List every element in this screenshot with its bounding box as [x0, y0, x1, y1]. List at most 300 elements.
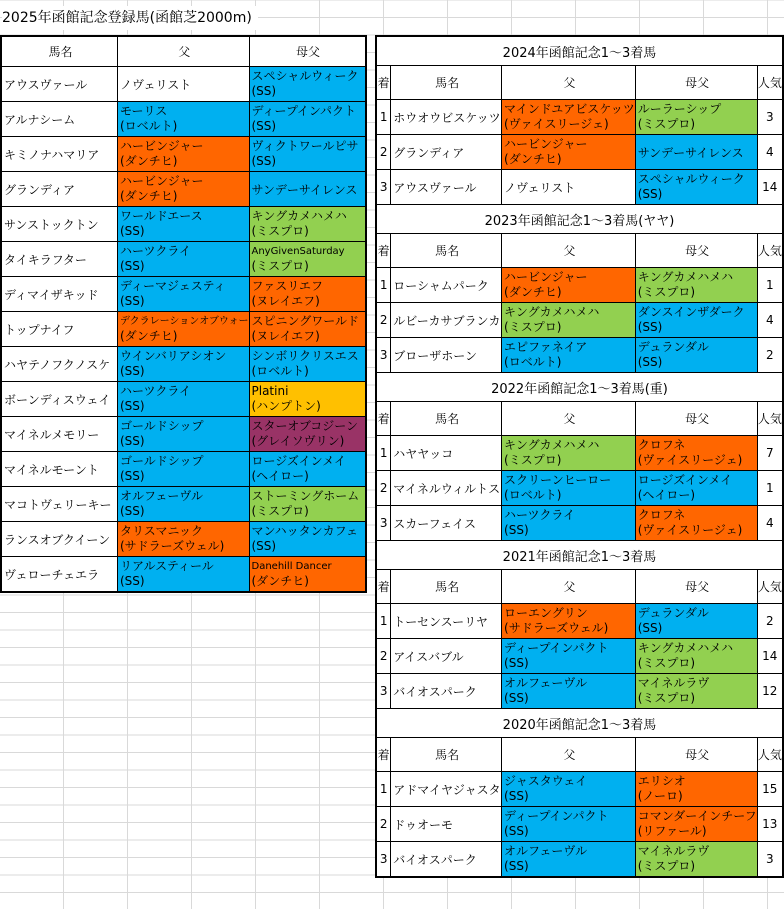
dam-sire-cell[interactable]	[249, 242, 366, 277]
dam-sire-cell[interactable]	[635, 100, 757, 135]
sire-cell[interactable]	[502, 436, 636, 471]
sire-cell-line: (ロベルト)	[504, 488, 562, 502]
sire-cell-line: ゴールドシップ	[120, 419, 204, 433]
horse-name-cell[interactable]: バイオスパーク	[391, 842, 502, 878]
results-header-rank[interactable]: 着	[376, 234, 391, 268]
popularity-cell[interactable]: 3	[757, 100, 783, 135]
sire-cell-line: ディーマジェスティ	[120, 279, 226, 293]
sire-cell[interactable]	[502, 135, 636, 170]
horse-name-cell[interactable]: ボーンディスウェイ	[1, 382, 118, 417]
horse-name-cell[interactable]: ヴェローチェエラ	[1, 557, 118, 593]
sire-cell-line: マインドユアビスケッツ	[504, 102, 635, 116]
sire-cell-line: ハービンジャー	[120, 174, 204, 188]
dam-sire-cell[interactable]	[635, 471, 757, 506]
section-title-row	[376, 709, 783, 738]
popularity-cell[interactable]: 14	[757, 170, 783, 205]
dam-sire-cell[interactable]	[249, 487, 366, 522]
dam-sire-cell-line: (ダンチヒ)	[251, 574, 309, 588]
dam-sire-cell[interactable]	[635, 436, 757, 471]
dam-sire-cell-line: ルーラーシップ	[637, 102, 722, 116]
horse-name-cell[interactable]: ホウオウビスケッツ	[391, 100, 502, 135]
sire-cell-line: (SS)	[504, 824, 529, 838]
rank-cell[interactable]: 3	[376, 170, 391, 205]
dam-sire-cell[interactable]	[249, 452, 366, 487]
sire-cell-line: ディープインパクト	[504, 809, 609, 823]
results-header-row	[376, 570, 783, 604]
sire-cell-line: (ダンチヒ)	[120, 189, 178, 203]
sire-cell-line: (SS)	[504, 656, 529, 670]
dam-sire-cell[interactable]	[249, 312, 366, 347]
results-header-dam-sire[interactable]: 母父	[635, 402, 757, 436]
rank-cell[interactable]: 2	[376, 639, 391, 674]
sire-cell[interactable]	[118, 172, 250, 207]
dam-sire-cell-line: (ハンプトン)	[251, 399, 321, 413]
sire-cell-line: (SS)	[120, 224, 145, 238]
results-header-sire[interactable]: 父	[502, 570, 636, 604]
dam-sire-cell-line: AnyGivenSaturday	[251, 246, 345, 257]
entry-row	[1, 557, 366, 593]
dam-sire-cell[interactable]	[635, 772, 757, 807]
results-header-sire[interactable]: 父	[502, 402, 636, 436]
dam-sire-cell-line: (ヘイロー)	[637, 488, 696, 502]
sire-cell-line: ウインバリアシオン	[120, 349, 227, 363]
dam-sire-cell-line: (ミスプロ)	[637, 117, 696, 131]
sire-cell-line: (ダンチヒ)	[504, 285, 562, 299]
results-header-pop[interactable]: 人気	[757, 402, 783, 436]
dam-sire-cell[interactable]	[635, 842, 757, 878]
sire-cell[interactable]	[502, 100, 636, 135]
horse-name-cell[interactable]: スカーフェイス	[391, 506, 502, 541]
horse-name-cell[interactable]: ハヤヤッコ	[391, 436, 502, 471]
sire-cell-line: キングカメハメハ	[504, 305, 600, 319]
dam-sire-cell-line: デュランダル	[637, 606, 709, 620]
dam-sire-cell-line: (ミスプロ)	[637, 691, 696, 705]
popularity-cell[interactable]: 4	[757, 135, 783, 170]
sire-cell-line: モーリス	[120, 104, 168, 118]
result-row	[376, 471, 783, 506]
dam-sire-cell-line: (ロベルト)	[251, 364, 309, 378]
dam-sire-cell-line: Danehill Dancer	[251, 561, 332, 572]
dam-sire-cell-line: クロフネ	[637, 508, 686, 522]
sire-cell-line: タリスマニック	[120, 524, 204, 538]
dam-sire-cell-line: ヴィクトワールピサ	[251, 139, 359, 153]
sire-cell-line: (SS)	[120, 574, 145, 588]
sire-cell[interactable]	[118, 102, 250, 137]
sire-cell-line: (SS)	[504, 523, 529, 537]
rank-cell[interactable]: 3	[376, 842, 391, 878]
section-title[interactable]: 2020年函館記念1～3着馬	[376, 709, 783, 738]
horse-name-cell[interactable]: アドマイヤジャスタ	[391, 772, 502, 807]
section-title[interactable]: 2022年函館記念1～3着馬(重)	[376, 373, 783, 402]
sire-cell[interactable]	[502, 170, 636, 205]
rank-cell[interactable]: 1	[376, 772, 391, 807]
dam-sire-cell-line: サンデーサイレンス	[251, 182, 358, 197]
result-row	[376, 842, 783, 878]
dam-sire-cell[interactable]	[249, 347, 366, 382]
sire-cell-line: (SS)	[504, 691, 529, 705]
dam-sire-cell-line: ロージズインメイ	[251, 454, 347, 468]
dam-sire-cell-line: (グレイソヴリン)	[251, 434, 345, 448]
results-header-name[interactable]: 馬名	[391, 738, 502, 772]
sire-cell-line: ハービンジャー	[504, 137, 588, 151]
dam-sire-cell[interactable]	[635, 506, 757, 541]
sire-cell-line: (ダンチヒ)	[120, 154, 178, 168]
sire-cell[interactable]	[502, 604, 636, 639]
results-header-pop[interactable]: 人気	[757, 570, 783, 604]
sire-cell-line: (サドラーズウェル)	[504, 621, 609, 635]
sire-cell-line: (SS)	[504, 859, 529, 873]
dam-sire-cell-line: ファスリエフ	[251, 279, 324, 293]
horse-name-cell[interactable]: マイネルウィルトス	[391, 471, 502, 506]
popularity-cell[interactable]: 2	[757, 338, 783, 373]
rank-cell[interactable]: 1	[376, 604, 391, 639]
results-header-sire[interactable]: 父	[502, 234, 636, 268]
rank-cell[interactable]: 2	[376, 471, 391, 506]
section-title-row	[376, 205, 783, 234]
popularity-cell[interactable]: 4	[757, 303, 783, 338]
sire-cell[interactable]	[502, 338, 636, 373]
dam-sire-cell[interactable]	[635, 639, 757, 674]
result-row	[376, 338, 783, 373]
result-row	[376, 674, 783, 709]
dam-sire-cell[interactable]	[249, 382, 366, 417]
results-header-row	[376, 66, 783, 100]
entry-row	[1, 277, 366, 312]
dam-sire-cell-line: ストーミングホーム	[251, 489, 360, 503]
dam-sire-cell-line: スピニングワールド	[251, 314, 360, 328]
sire-cell-line: オルフェーヴル	[504, 844, 588, 858]
popularity-cell[interactable]: 12	[757, 674, 783, 709]
results-header-rank[interactable]: 着	[376, 66, 391, 100]
dam-sire-cell[interactable]	[635, 268, 757, 303]
result-row	[376, 100, 783, 135]
sire-cell[interactable]	[118, 557, 250, 593]
sire-cell-line: ゴールドシップ	[120, 454, 204, 468]
popularity-cell[interactable]: 15	[757, 772, 783, 807]
sire-cell-line: (SS)	[504, 789, 529, 803]
sire-cell-line: ジャスタウェイ	[504, 774, 588, 788]
entries-header-row	[1, 36, 366, 67]
horse-name-cell[interactable]: アウスヴァール	[1, 67, 118, 102]
horse-name-cell[interactable]: グランディア	[391, 135, 502, 170]
entries-table	[0, 35, 367, 593]
sire-cell-line: (SS)	[120, 504, 145, 518]
dam-sire-cell-line: (ヴァイスリージェ)	[637, 453, 743, 467]
results-header-sire[interactable]: 父	[502, 738, 636, 772]
dam-sire-cell-line: (SS)	[251, 119, 277, 133]
sire-cell-line: (ミスプロ)	[504, 320, 562, 334]
sire-cell[interactable]	[118, 487, 250, 522]
results-header-name[interactable]: 馬名	[391, 66, 502, 100]
dam-sire-cell-line: キングカメハメハ	[637, 270, 734, 284]
dam-sire-cell-line: シンボリクリスエス	[251, 349, 359, 363]
dam-sire-cell-line: (SS)	[251, 84, 277, 98]
dam-sire-cell-line: マイネルラヴ	[637, 844, 710, 858]
section-title-row	[376, 373, 783, 402]
dam-sire-cell[interactable]	[635, 604, 757, 639]
rank-cell[interactable]: 2	[376, 807, 391, 842]
entry-row	[1, 312, 366, 347]
results-header-rank[interactable]: 着	[376, 570, 391, 604]
dam-sire-cell-line: ロージズインメイ	[637, 473, 733, 487]
results-header-pop[interactable]: 人気	[757, 738, 783, 772]
results-header-rank[interactable]: 着	[376, 402, 391, 436]
section-title-row	[376, 541, 783, 570]
horse-name-cell[interactable]: ハヤテノフクノスケ	[1, 347, 118, 382]
sire-cell[interactable]	[502, 639, 636, 674]
sire-cell-line: (ミスプロ)	[504, 453, 562, 467]
dam-sire-cell-line: (ヌレイエフ)	[251, 294, 320, 308]
sire-cell-line: (SS)	[120, 399, 145, 413]
horse-name-cell[interactable]: バイオスパーク	[391, 674, 502, 709]
section-title[interactable]: 2021年函館記念1～3着馬	[376, 541, 783, 570]
dam-sire-cell[interactable]	[249, 522, 366, 557]
rank-cell[interactable]: 3	[376, 338, 391, 373]
sire-cell[interactable]	[502, 807, 636, 842]
sire-cell[interactable]	[118, 312, 250, 347]
sire-cell-line: (SS)	[120, 364, 145, 378]
result-row	[376, 135, 783, 170]
sire-cell-line: (サドラーズウェル)	[120, 539, 225, 553]
horse-name-cell[interactable]: タイキラフター	[1, 242, 118, 277]
dam-sire-cell-line: (SS)	[251, 154, 277, 168]
sire-cell-line: (SS)	[120, 259, 145, 273]
dam-sire-cell[interactable]	[249, 67, 366, 102]
sire-cell-line: ローエングリン	[504, 606, 588, 620]
sire-cell[interactable]	[502, 674, 636, 709]
dam-sire-cell-line: スペシャルウィーク	[637, 172, 745, 186]
horse-name-cell[interactable]: ディマイザキッド	[1, 277, 118, 312]
dam-sire-cell[interactable]	[635, 303, 757, 338]
result-row	[376, 772, 783, 807]
sire-cell[interactable]	[118, 347, 250, 382]
entry-row	[1, 102, 366, 137]
dam-sire-cell-line: キングカメハメハ	[637, 641, 734, 655]
dam-sire-cell-line: スターオブコジーン	[251, 419, 359, 433]
dam-sire-cell[interactable]	[249, 417, 366, 452]
section-title[interactable]: 2024年函館記念1～3着馬	[376, 36, 783, 66]
dam-sire-cell-line: (ミスプロ)	[251, 224, 309, 238]
dam-sire-cell[interactable]	[635, 170, 757, 205]
entry-row	[1, 382, 366, 417]
horse-name-cell[interactable]: アウスヴァール	[391, 170, 502, 205]
results-header-dam-sire[interactable]: 母父	[635, 738, 757, 772]
section-title[interactable]: 2023年函館記念1～3着馬(ヤヤ)	[376, 205, 783, 234]
dam-sire-cell-line: (ミスプロ)	[251, 259, 309, 273]
sire-cell[interactable]	[118, 277, 250, 312]
dam-sire-cell-line: (SS)	[251, 539, 277, 553]
sire-cell-line: (SS)	[120, 469, 145, 483]
sire-cell-line: (ダンチヒ)	[120, 329, 178, 343]
dam-sire-cell-line: (ミスプロ)	[637, 859, 696, 873]
dam-sire-cell-line: マンハッタンカフェ	[251, 524, 359, 538]
dam-sire-cell[interactable]	[249, 102, 366, 137]
dam-sire-cell-line: (リファール)	[637, 824, 707, 838]
sire-cell-line: ハービンジャー	[120, 139, 204, 153]
results-header-rank[interactable]: 着	[376, 738, 391, 772]
results-header-name[interactable]: 馬名	[391, 234, 502, 268]
sire-cell[interactable]	[118, 452, 250, 487]
horse-name-cell[interactable]: ルビーカサブランカ	[391, 303, 502, 338]
sire-cell[interactable]	[502, 471, 636, 506]
dam-sire-cell-line: (ノーロ)	[637, 789, 683, 803]
popularity-cell[interactable]: 3	[757, 842, 783, 878]
entry-row	[1, 207, 366, 242]
dam-sire-cell-line: サンデーサイレンス	[637, 145, 744, 160]
dam-sire-cell[interactable]	[249, 207, 366, 242]
dam-sire-cell[interactable]	[249, 137, 366, 172]
horse-name-cell[interactable]: マイネルモーント	[1, 452, 118, 487]
sire-cell[interactable]	[502, 506, 636, 541]
popularity-cell[interactable]: 2	[757, 604, 783, 639]
dam-sire-cell[interactable]	[249, 277, 366, 312]
sire-cell[interactable]	[118, 242, 250, 277]
dam-sire-cell-line: ディープインパクト	[251, 104, 357, 118]
rank-cell[interactable]: 1	[376, 268, 391, 303]
entry-row	[1, 137, 366, 172]
dam-sire-cell-line: (ヘイロー)	[251, 469, 309, 483]
sire-cell[interactable]	[118, 67, 250, 102]
dam-sire-cell-line: マイネルラヴ	[637, 676, 710, 690]
sire-cell[interactable]	[502, 268, 636, 303]
horse-name-cell[interactable]: マイネルメモリー	[1, 417, 118, 452]
horse-name-cell[interactable]: ローシャムパーク	[391, 268, 502, 303]
sire-cell-line: オルフェーヴル	[120, 489, 204, 503]
sire-cell-line: (SS)	[120, 294, 145, 308]
dam-sire-cell[interactable]	[635, 338, 757, 373]
entry-row	[1, 347, 366, 382]
horse-name-cell[interactable]: アルナシーム	[1, 102, 118, 137]
horse-name-cell[interactable]: ランスオブクイーン	[1, 522, 118, 557]
rank-cell[interactable]: 1	[376, 100, 391, 135]
sire-cell-line: (ダンチヒ)	[504, 152, 562, 166]
dam-sire-cell[interactable]	[635, 807, 757, 842]
sire-cell-line: ハーツクライ	[504, 508, 576, 522]
sire-cell-line: ハーツクライ	[120, 384, 192, 398]
entry-row	[1, 417, 366, 452]
dam-sire-cell-line: (ヌレイエフ)	[251, 329, 320, 343]
rank-cell[interactable]: 2	[376, 135, 391, 170]
results-header-sire[interactable]: 父	[502, 66, 636, 100]
result-row	[376, 639, 783, 674]
horse-name-cell[interactable]: アイスバブル	[391, 639, 502, 674]
sire-cell-line: ディープインパクト	[504, 641, 609, 655]
sire-cell-line: リアルスティール	[120, 559, 214, 573]
sire-cell-line: ハービンジャー	[504, 270, 588, 284]
sire-cell[interactable]	[118, 382, 250, 417]
popularity-cell[interactable]: 13	[757, 807, 783, 842]
dam-sire-cell[interactable]	[249, 172, 366, 207]
sire-cell-line: ハーツクライ	[120, 244, 192, 258]
header-dam-sire[interactable]: 母父	[249, 36, 366, 67]
results-header-dam-sire[interactable]: 母父	[635, 66, 757, 100]
entry-row	[1, 452, 366, 487]
sire-cell[interactable]	[502, 303, 636, 338]
result-row	[376, 436, 783, 471]
dam-sire-cell-line: (ミスプロ)	[637, 656, 696, 670]
result-row	[376, 807, 783, 842]
sire-cell-line: デクラレーションオブウォー	[120, 316, 249, 327]
sheet-title: 2025年函館記念登録馬(函館芝2000m)	[2, 6, 258, 30]
results-header-row	[376, 402, 783, 436]
rank-cell[interactable]: 3	[376, 506, 391, 541]
popularity-cell[interactable]: 14	[757, 639, 783, 674]
horse-name-cell[interactable]: サンストックトン	[1, 207, 118, 242]
results-header-pop[interactable]: 人気	[757, 66, 783, 100]
section-title-row	[376, 36, 783, 66]
sire-cell-line: ノヴェリスト	[120, 77, 192, 92]
dam-sire-cell-line: (ミスプロ)	[251, 504, 309, 518]
horse-name-cell[interactable]: ドゥオーモ	[391, 807, 502, 842]
horse-name-cell[interactable]: トーセンスーリヤ	[391, 604, 502, 639]
results-header-name[interactable]: 馬名	[391, 570, 502, 604]
results-header-name[interactable]: 馬名	[391, 402, 502, 436]
results-header-pop[interactable]: 人気	[757, 234, 783, 268]
result-row	[376, 604, 783, 639]
sire-cell[interactable]	[502, 842, 636, 878]
sire-cell-line: キングカメハメハ	[504, 438, 600, 452]
dam-sire-cell-line: コマンダーインチーフ	[637, 809, 757, 823]
sire-cell[interactable]	[118, 417, 250, 452]
sire-cell-line: (ロベルト)	[120, 119, 178, 133]
sire-cell[interactable]	[118, 522, 250, 557]
results-header-row	[376, 738, 783, 772]
dam-sire-cell[interactable]	[635, 674, 757, 709]
dam-sire-cell-line: エリシオ	[637, 774, 686, 788]
results-header-dam-sire[interactable]: 母父	[635, 234, 757, 268]
rank-cell[interactable]: 1	[376, 436, 391, 471]
sire-cell[interactable]	[118, 137, 250, 172]
dam-sire-cell-line: クロフネ	[637, 438, 686, 452]
horse-name-cell[interactable]: ブローザホーン	[391, 338, 502, 373]
rank-cell[interactable]: 3	[376, 674, 391, 709]
dam-sire-cell[interactable]	[249, 557, 366, 593]
results-header-row	[376, 234, 783, 268]
sire-cell-line: (ロベルト)	[504, 355, 562, 369]
dam-sire-cell-line: ダンスインザダーク	[637, 305, 745, 319]
sire-cell-line: ワールドエース	[120, 209, 203, 223]
result-row	[376, 170, 783, 205]
entry-row	[1, 522, 366, 557]
dam-sire-cell-line: (ミスプロ)	[637, 285, 696, 299]
popularity-cell[interactable]: 7	[757, 436, 783, 471]
horse-name-cell[interactable]: グランディア	[1, 172, 118, 207]
header-sire[interactable]: 父	[118, 36, 250, 67]
result-row	[376, 303, 783, 338]
sire-cell[interactable]	[118, 207, 250, 242]
sire-cell-line: オルフェーヴル	[504, 676, 588, 690]
popularity-cell[interactable]: 1	[757, 471, 783, 506]
dam-sire-cell-line: スペシャルウィーク	[251, 69, 359, 83]
dam-sire-cell[interactable]	[635, 135, 757, 170]
horse-name-cell[interactable]: キミノナハマリア	[1, 137, 118, 172]
past-results-table	[375, 35, 784, 878]
entry-row	[1, 67, 366, 102]
rank-cell[interactable]: 2	[376, 303, 391, 338]
results-header-dam-sire[interactable]: 母父	[635, 570, 757, 604]
dam-sire-cell-line: デュランダル	[637, 340, 709, 354]
dam-sire-cell-line: キングカメハメハ	[251, 209, 347, 223]
horse-name-cell[interactable]: トップナイフ	[1, 312, 118, 347]
popularity-cell[interactable]: 4	[757, 506, 783, 541]
entry-row	[1, 487, 366, 522]
popularity-cell[interactable]: 1	[757, 268, 783, 303]
entry-row	[1, 242, 366, 277]
dam-sire-cell-line: (SS)	[637, 320, 663, 334]
header-name[interactable]: 馬名	[1, 36, 118, 67]
horse-name-cell[interactable]: マコトヴェリーキー	[1, 487, 118, 522]
sire-cell[interactable]	[502, 772, 636, 807]
